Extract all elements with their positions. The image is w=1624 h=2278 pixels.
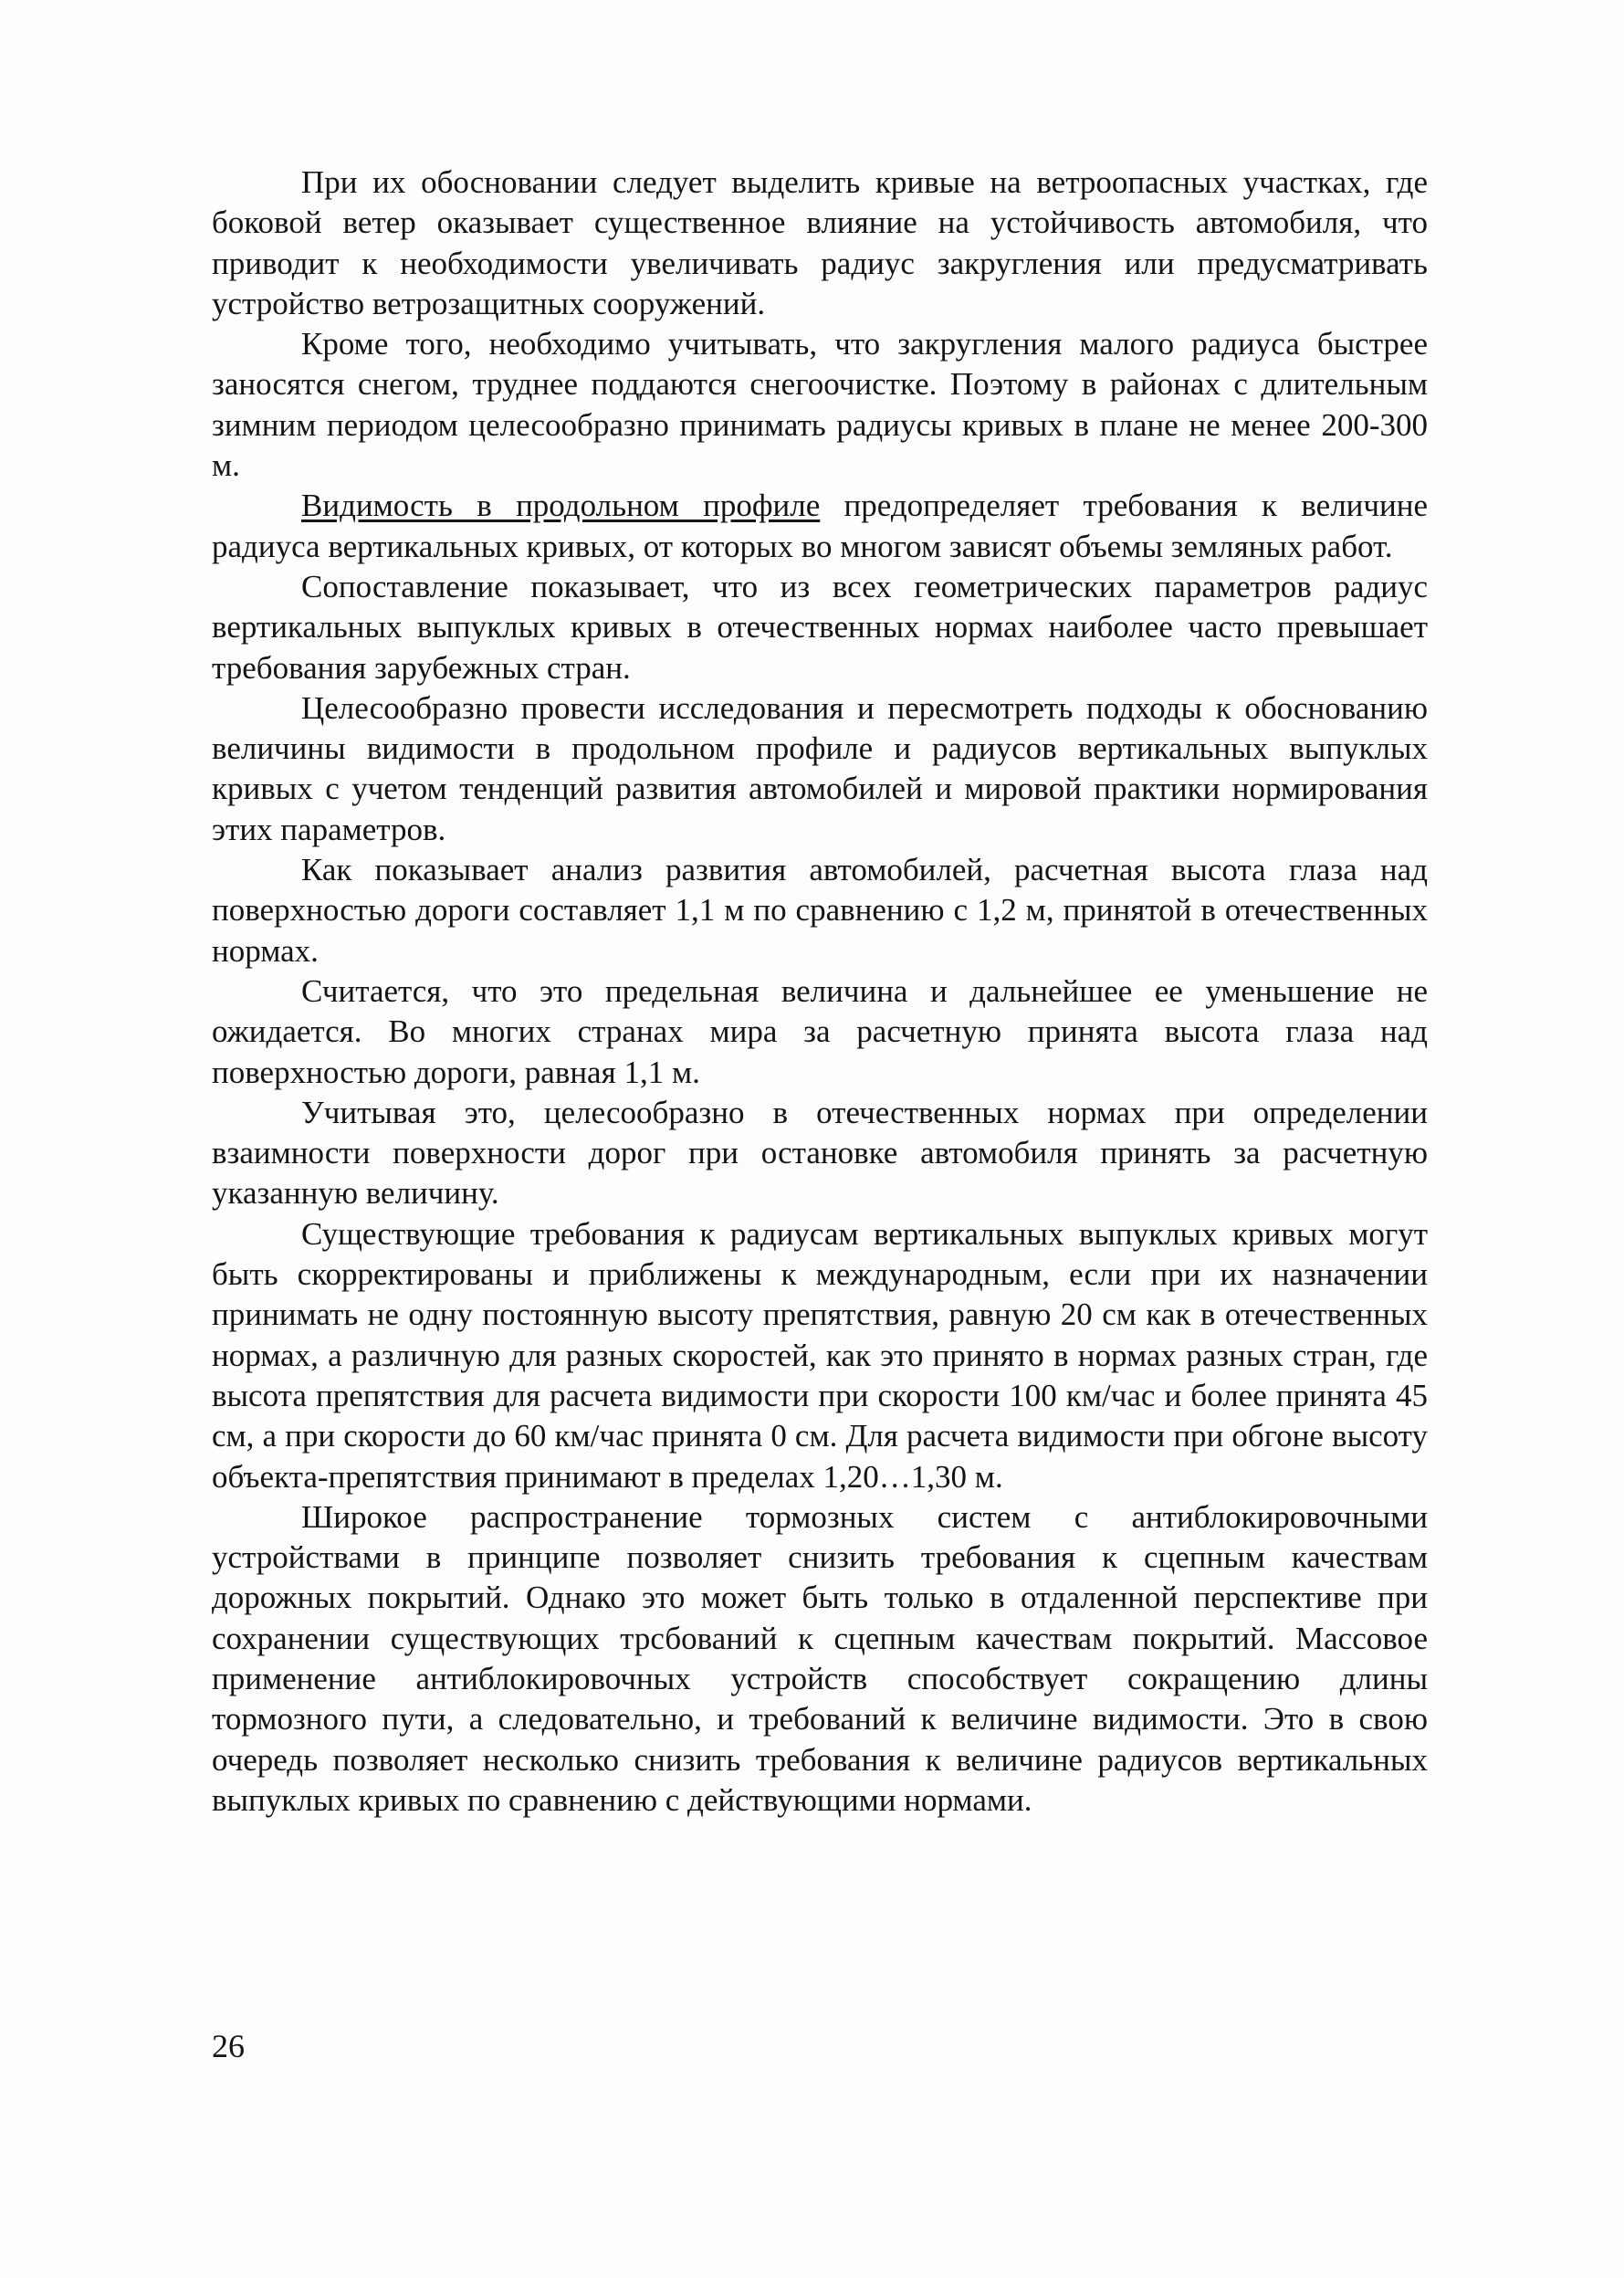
paragraph-comparison: Сопоставление показывает, что из всех геометрических параметров радиус вертикальных выпуклых кривых в отечественных нормах наиболее часто превышает требования зарубежных стран. bbox=[212, 568, 1428, 686]
paragraph-research: Целесообразно провести исследования и пересмотреть подходы к обоснованию величины видимости в продольном профиле и радиусов вертикальных выпуклых кривых с учетом тенденций развития автомобилей и мировой практики нормирования этих параметров. bbox=[212, 689, 1428, 847]
paragraph-visibility-profile bbox=[212, 486, 1428, 567]
paragraph-eye-height: Как показывает анализ развития автомобилей, расчетная высота глаза над поверхностью дороги составляет 1,1 м по сравнению с 1,2 м, принятой в отечественных нормах. bbox=[212, 852, 1428, 969]
page-number: 26 bbox=[212, 2028, 245, 2064]
paragraph-wind-curves: При их обосновании следует выделить кривые на ветроопасных участках, где боковой ветер оказывает существенное влияние на устойчивость автомобиля, что приводит к необходимости увеличивать радиус закругления или предусматривать устройство ветрозащитных сооружений. bbox=[212, 164, 1428, 321]
body-text bbox=[212, 163, 1428, 1821]
paragraph-snow-curves: Кроме того, необходимо учитывать, что закругления малого радиуса быстрее заносятся снегом, труднее поддаются снегоочистке. Поэтому в районах с длительным зимним периодом целесообразно принимать радиусы кривых в плане не менее 200-300 м. bbox=[212, 326, 1428, 484]
underlined-term: Видимость в продольном профиле bbox=[301, 488, 821, 524]
paragraph-abs-systems: Широкое распространение тормозных систем с антиблокировочными устройствами в принципе позволяет снизить требования к сцепным качествам дорожных покрытий. Однако это может быть только в отдаленной перспективе при сохранении существующих трсбований к сцепным качествам покрытий. Массовое применение антиблокировочных устройств способствует сокращению длины тормозного пути, а следовательно, и требований к величине видимости. Это в свою очередь позволяет несколько снизить требования к величине радиусов вертикальных выпуклых кривых по сравнению с действующими нормами. bbox=[212, 1498, 1428, 1818]
paragraph-recommendation: Учитывая это, целесообразно в отечественных нормах при определении взаимности поверхности дорог при остановке автомобиля принять за расчетную указанную величину. bbox=[212, 1094, 1428, 1212]
paragraph-obstacle-height: Существующие требования к радиусам вертикальных выпуклых кривых могут быть скорректированы и приближены к международным, если при их назначении принимать не одну постоянную высоту препятствия, равную 20 см как в отечественных нормах, а различную для разных скоростей, как это принято в нормах разных стран, где высота препятствия для расчета видимости при скорости 100 км/час и более принята 45 см, а при скорости до 60 км/час принята 0 см. Для расчета видимости при обгоне высоту объекта-препятствия принимают в пределах 1,20…1,30 м. bbox=[212, 1215, 1428, 1495]
paragraph-visibility-rest: предопределяет требования к величине радиуса вертикальных кривых, от которых во многом зависят объемы земляных работ. bbox=[212, 488, 1428, 564]
paragraph-limit-value: Считается, что это предельная величина и дальнейшее ее уменьшение не ожидается. Во многих странах мира за расчетную принята высота глаза над поверхностью дороги, равная 1,1 м. bbox=[212, 972, 1428, 1090]
